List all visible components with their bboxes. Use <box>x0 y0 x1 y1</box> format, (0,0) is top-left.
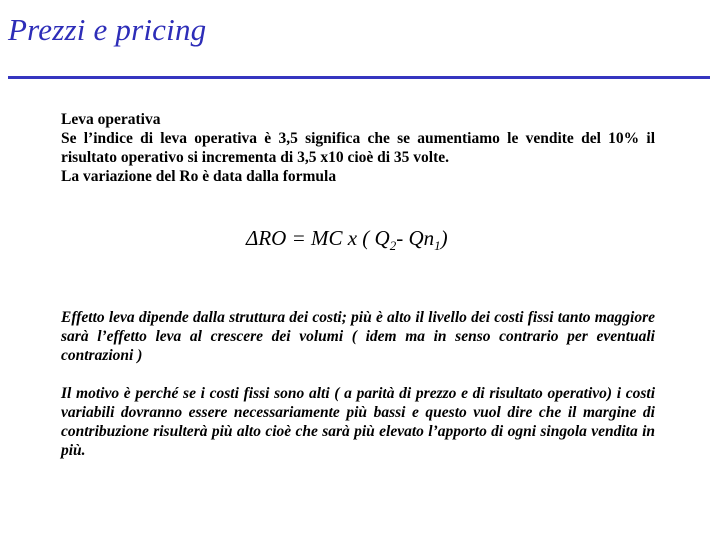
formula-sub-2: 1 <box>434 238 441 254</box>
formula-lhs: ΔRO = MC x ( Q <box>246 226 390 250</box>
formula-mid: - Qn <box>396 226 435 250</box>
reason-paragraph: Il motivo è perché se i costi fissi sono alti ( a parità di prezzo e di risultato operativo) i costi variabili dovranno essere necessariamente più bassi e questo vuol dire che il margine di contribuzione risulterà più alto cioè che sarà più elevato l’apporto di ogni singola vendita in più. <box>61 384 655 459</box>
slide-title: Prezzi e pricing <box>8 12 207 47</box>
intro-block <box>61 110 655 186</box>
formula <box>246 226 448 254</box>
formula-sub-1: 2 <box>389 238 397 254</box>
title-divider <box>8 76 710 79</box>
formula-intro: La variazione del Ro è data dalla formula <box>61 168 337 185</box>
section-heading: Leva operativa <box>61 111 161 128</box>
intro-paragraph: Se l’indice di leva operativa è 3,5 significa che se aumentiamo le vendite del 10% il risultato operativo si incrementa di 3,5 x10 cioè di 35 volte. <box>61 130 655 166</box>
effect-paragraph: Effetto leva dipende dalla struttura dei costi; più è alto il livello dei costi fissi tanto maggiore sarà l’effetto leva al crescere dei volumi ( idem ma in senso contrario per eventuali contrazioni ) <box>61 308 655 364</box>
formula-end: ) <box>440 226 448 250</box>
